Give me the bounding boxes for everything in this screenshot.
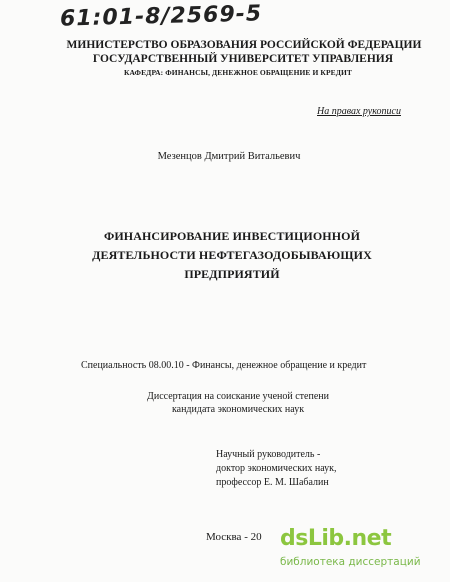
specialty-line: Специальность 08.00.10 - Финансы, денежное обращение и кредит — [81, 360, 367, 371]
supervisor-line-2: доктор экономических наук, — [216, 463, 337, 474]
title-line-2: ДЕЯТЕЛЬНОСТИ НЕФТЕГАЗОДОБЫВАЮЩИХ — [92, 248, 372, 262]
university-name: ГОСУДАРСТВЕННЫЙ УНИВЕРСИТЕТ УПРАВЛЕНИЯ — [92, 53, 394, 65]
dissertation-title — [0, 227, 450, 284]
manuscript-rights-note: На правах рукописи — [317, 106, 401, 117]
degree-statement — [0, 390, 450, 416]
supervisor-block — [216, 448, 337, 490]
title-line-3: ПРЕДПРИЯТИЙ — [184, 267, 280, 281]
supervisor-line-3: профессор Е. М. Шабалин — [216, 477, 329, 488]
city-year: Москва - 20 — [206, 531, 262, 543]
department-name: КАФЕДРА: ФИНАНСЫ, ДЕНЕЖНОЕ ОБРАЩЕНИЕ И КРЕДИТ — [123, 68, 353, 77]
supervisor-line-1: Научный руководитель - — [216, 449, 321, 460]
author-name: Мезенцов Дмитрий Витальевич — [157, 151, 301, 162]
ministry-name: МИНИСТЕРСТВО ОБРАЗОВАНИЯ РОССИЙСКОЙ ФЕДЕРАЦИИ — [66, 39, 422, 51]
institution-header — [0, 38, 450, 80]
degree-line-2: кандидата экономических наук — [171, 404, 305, 415]
handwritten-archive-number: 61:01-8/2569-5 — [59, 1, 263, 32]
dslib-logo: dsLib.net — [280, 526, 392, 551]
title-line-1: ФИНАНСИРОВАНИЕ ИНВЕСТИЦИОННОЙ — [103, 229, 361, 243]
dslib-subtitle: библиотека диссертаций — [280, 556, 421, 568]
degree-line-1: Диссертация на соискание ученой степени — [147, 391, 329, 402]
dslib-watermark[interactable] — [280, 526, 440, 576]
